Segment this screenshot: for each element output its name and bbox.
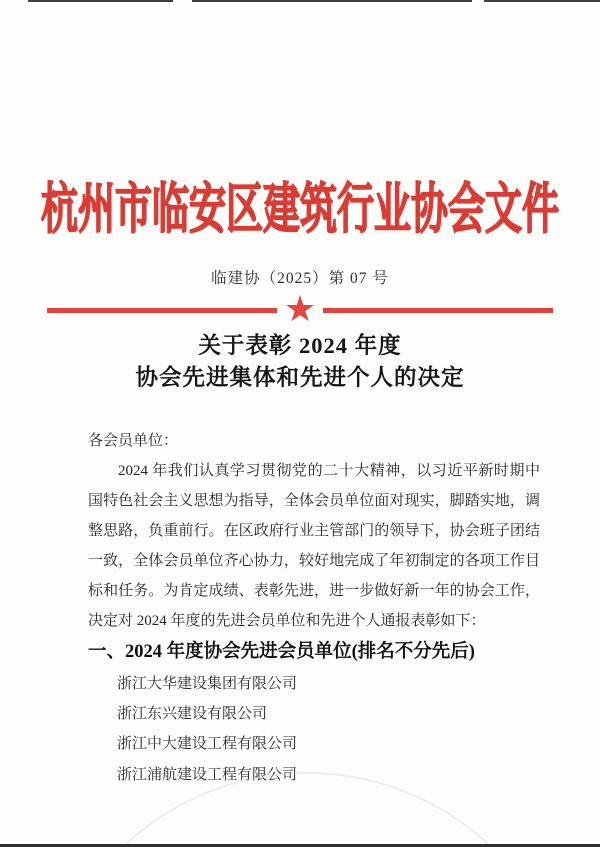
list-item: 浙江大华建设集团有限公司: [117, 676, 298, 692]
scan-artifact-top: [484, 0, 600, 2]
company-list: [88, 669, 540, 790]
star-icon: ★: [283, 289, 317, 330]
salutation: 各会员单位：: [88, 433, 179, 449]
scan-artifact-top: [28, 0, 173, 2]
body-paragraph: 2024 年我们认真学习贯彻党的二十大精神，以习近平新时期中国特色社会主义思想为指导，全体会员单位面对现实，脚踏实地，调整思路，负重前行。在区政府行业主管部门的领导下，协会班子团结一致，全体会员单位齐心协力，较好地完成了年初制定的各项工作目标和任务。为肯定成绩、表彰先进，进一步做好新一年的协会工作，决定对 2024 年度的先进会员单位和先进个人通报表彰如下：: [88, 463, 540, 629]
document-title: [0, 330, 600, 393]
org-header-title: 杭州市临安区建筑行业协会文件: [41, 180, 559, 241]
scan-artifact-top: [192, 0, 472, 2]
document-title-line2: 协会先进集体和先进个人的决定: [135, 364, 465, 390]
document-title-line1: 关于表彰 2024 年度: [198, 333, 402, 358]
divider-line-right: [323, 308, 553, 313]
divider-line-left: [47, 308, 277, 313]
list-item: 浙江浦航建设工程有限公司: [117, 766, 298, 783]
red-divider: [47, 289, 553, 330]
document-body: [88, 426, 540, 790]
list-item: 浙江中大建设工程有限公司: [117, 736, 298, 753]
section-heading-1: 一、2024 年度协会先进会员单位(排名不分先后): [88, 642, 475, 662]
doc-number: 临建协（2025）第 07 号: [211, 270, 389, 287]
list-item: 浙江东兴建设有限公司: [117, 706, 268, 723]
